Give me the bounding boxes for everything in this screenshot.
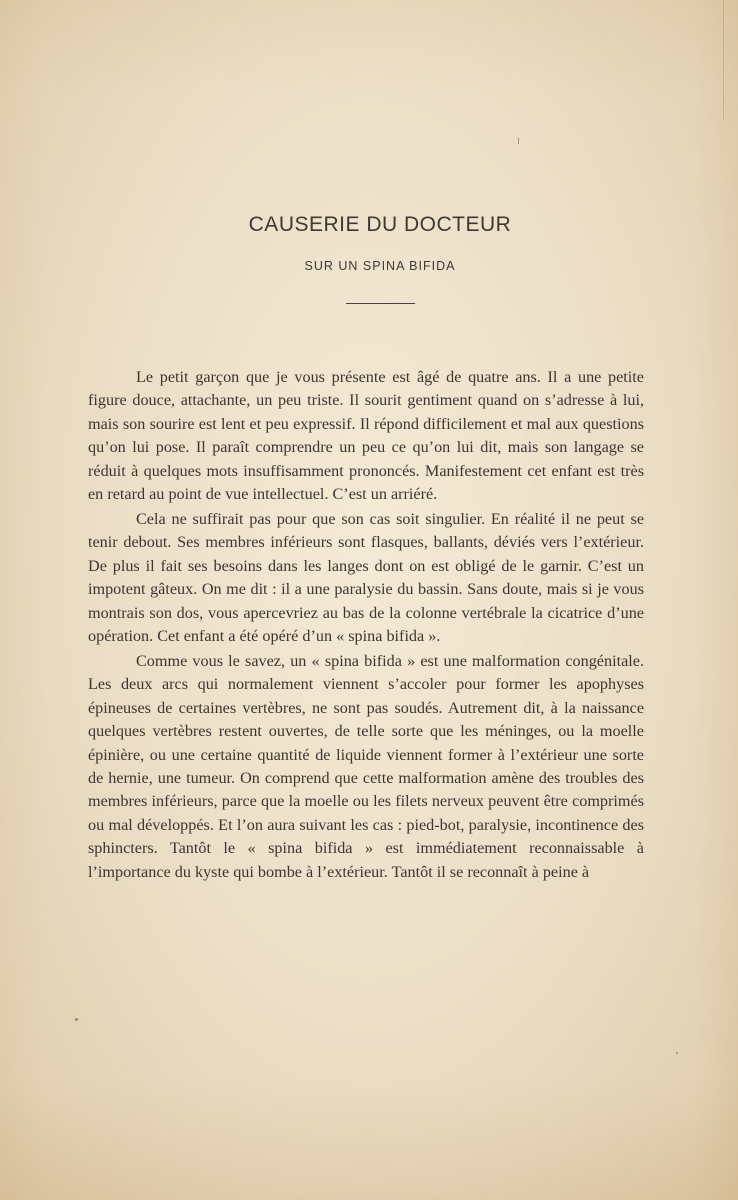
article-body xyxy=(88,366,644,885)
paper-speck xyxy=(75,1018,78,1021)
page-fold-edge xyxy=(723,0,738,120)
paper-speck xyxy=(676,1052,678,1054)
article-subtitle: SUR UN SPINA BIFIDA xyxy=(304,259,456,273)
paragraph-2: Cela ne suffirait pas pour que son cas soit singulier. En réalité il ne peut se tenir debout. Ses membres inférieurs sont flasques, ballants, déviés vers l’extérieur. De plus il fait ses besoins dans les langes dont on est obligé de le garnir. C’est un impotent gâteux. On me dit : il a une paralysie du bassin. Sans doute, mais si je vous montrais son dos, vous apercevriez au bas de la colonne vertébrale la cicatrice d’une opération. Cet enfant a été opéré d’un « spina bifida ». xyxy=(88,509,644,645)
article-title: CAUSERIE DU DOCTEUR xyxy=(248,213,512,236)
title-divider xyxy=(346,303,415,304)
paragraph-3: Comme vous le savez, un « spina bifida » est une malformation congénitale. Les deux arcs qui normalement viennent s’accoler pour former les apophyses épineuses de certaines vertèbres, ne sont pas soudés. Autrement dit, à la naissance quelques vertèbres restent ouvertes, de telle sorte que les méninges, ou la moelle épinière, ou une certaine quantité de liquide viennent former à l’extérieur une sorte de hernie, une tumeur. On comprend que cette malformation amène des troubles des membres inférieurs, parce que la moelle ou les filets nerveux peuvent être comprimés ou mal développés. Et l’on aura suivant les cas : pied-bot, paralysie, incontinence des sphincters. Tantôt le « spina bifida » est immédiatement reconnaissable à l’importance du kyste qui bombe à l’extérieur. Tantôt il se reconnaît à peine à xyxy=(88,651,644,881)
paragraph-1: Le petit garçon que je vous présente est âgé de quatre ans. Il a une petite figure douce, attachante, un peu triste. Il sourit gentiment quand on s’adresse à lui, mais son sourire est lent et peu expressif. Il répond difficilement et mal aux questions qu’on lui pose. Il paraît comprendre un peu ce qu’on lui dit, mais son langage se réduit à quelques mots insuffisamment prononcés. Manifestement cet enfant est très en retard au point de vue intellectuel. C’est un arriéré. xyxy=(88,368,644,504)
paper-speck xyxy=(518,138,519,144)
